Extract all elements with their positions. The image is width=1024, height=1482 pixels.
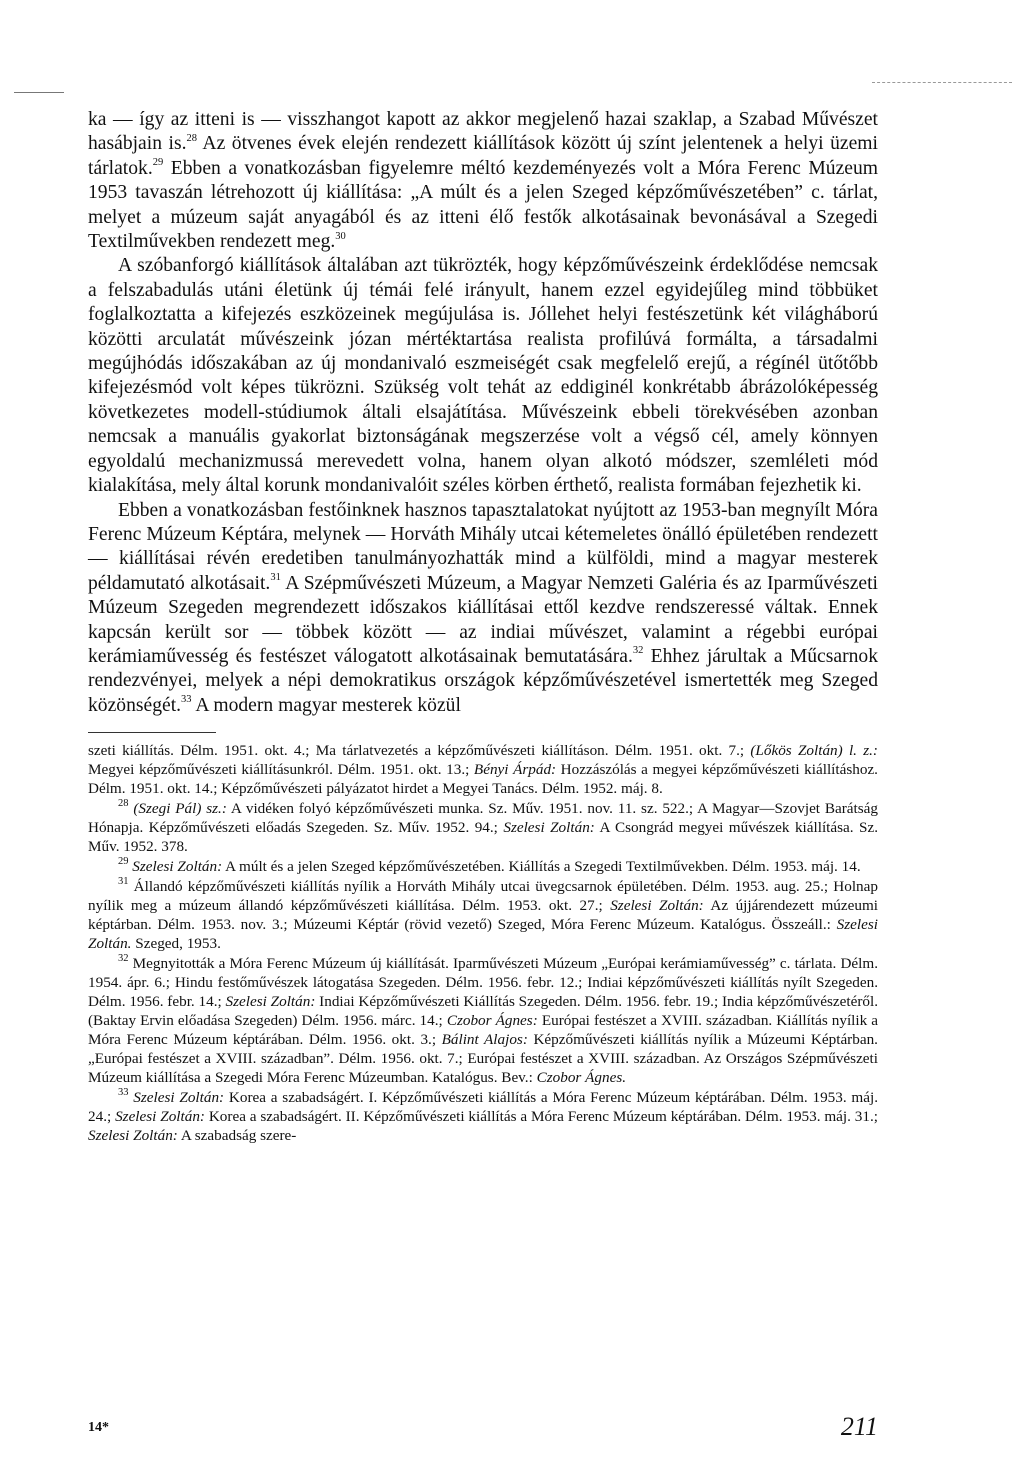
footnote-ref: 32 — [118, 953, 129, 965]
italic-author: Czobor Ágnes. — [536, 1069, 627, 1087]
text-run: Hozzászólás a megyei képzőművészeti kiállításhoz. Délm. 1951. okt. 14.; Képzőművészeti pályázatot hirdet a Megyei Tanács. Délm. 1952. máj. 8. — [88, 761, 878, 798]
text-run: Képzőművészeti kiállítás nyílik a Múzeumi Képtárban. „Európai festészet a XVIII. században”. Délm. 1956. okt. 7.; Európai festészet a XVIII. században. Az Országos Szépművészeti Múzeum kiállítása a Szegedi Móra Ferenc Múzeumban. Katalógus. Bev.: — [88, 1031, 878, 1087]
text-run: Ehhez járultak a Műcsarnok rendezvényei, melyek a népi demokratikus országok képzőművészetével ismertették meg Szeged közönségét. — [88, 645, 878, 716]
italic-author: Czobor Ágnes: — [446, 1012, 538, 1030]
text-run: Állandó képzőművészeti kiállítás nyílik a Horváth Mihály utcai üvegcsarnok épületében. Délm. 1953. aug. 25.; Holnap nyílik meg a múzeum állandó képzőművészeti kiállítása. Délm. 1953. okt. 27.; — [88, 878, 878, 915]
text-run: Korea a szabadságért. I. Képzőművészeti kiállítás a Móra Ferenc Múzeum képtárában. Délm. 1953. máj. 24.; — [88, 1089, 879, 1126]
italic-author: Bényi Árpád: — [473, 761, 557, 779]
footnote — [88, 1088, 878, 1145]
italic-author: Szelesi Zoltán: — [133, 1089, 225, 1107]
footnote-ref: 30 — [335, 230, 346, 242]
italic-author: Szelesi Zoltán: — [610, 897, 704, 915]
text-run: Az ötvenes évek elején rendezett kiállítások között új színt jelentenek a helyi üzemi tárlatok. — [88, 133, 878, 179]
italic-author: Szelesi Zoltán. — [88, 916, 878, 953]
italic-author: Szelesi Zoltán: — [88, 1127, 178, 1145]
text-run: Megyei képzőművészeti kiállításunkról. Délm. 1951. okt. 13.; — [88, 761, 474, 779]
footnote — [88, 877, 878, 953]
header-rule-left — [14, 92, 64, 93]
page-content — [88, 108, 878, 1145]
footnote — [88, 857, 878, 876]
italic-author: (Szegi Pál) sz.: — [133, 800, 227, 818]
italic-author: (Lőkös Zoltán) l. z.: — [750, 742, 878, 760]
text-run: A szóbanforgó kiállítások általában azt tükrözték, hogy képzőművészeink érdeklődése nemcsak a felszabadulás utáni életünk új témái felé irányult, hanem ezzel egyidejűleg mind többüket foglalkoztatta a kifejezés eszközeinek megújulása is. Jóllehet helyi festészetünk két világháború közötti arculatát művészeink józan mértéktartása realista profilúvá formálta, a társadalmi megújhódás időszakában az új mondanivaló eszmeiségét csak megfelelő erejű, a régínél ütőtőbb kifejezésmód volt képes tükrözni. Szükség volt tehát az eddiginél konkrétabb ábrázolóképesség következetes modell-stúdiumok általi elsajátítása. Művészeink ebbeli törekvésében azonban nemcsak a manuális gyakorlat biztonságának megszerzése volt a végső cél, amely könnyen egyoldalú mechanizmussá merevedett volna, hanem olyan alkotó módszer, szemléleti mód kialakítása, mely által korunk mondanivalóit széles körben érthető, realista formában fejezhetik ki. — [88, 255, 878, 497]
text-run: Szeged, 1953. — [131, 935, 221, 953]
text-run: Indiai Képzőművészeti Kiállítás Szegeden. Délm. 1956. febr. 19.; India képzőművészetéről. (Baktay Ervin előadása Szegeden) Délm. 1956. márc. 14.; — [88, 993, 878, 1030]
body-paragraph — [88, 108, 878, 254]
footnote-ref: 28 — [186, 132, 197, 144]
body-paragraph — [88, 499, 878, 719]
text-run: Az újjárendezett múzeumi képtárban. Délm. 1953. nov. 3.; Múzeumi Képtár (rövid vezető) Szeged, Móra Ferenc Múzeum. Katalógus. Összeáll.: — [88, 897, 879, 934]
italic-author: Szelesi Zoltán: — [503, 819, 595, 837]
page-number: 211 — [840, 1412, 878, 1441]
footnote-ref: 29 — [118, 856, 129, 868]
italic-author: Szelesi Zoltán: — [225, 993, 316, 1011]
footnote-separator — [88, 732, 216, 733]
footnote-ref: 32 — [632, 645, 644, 657]
footnote-ref: 28 — [118, 798, 129, 810]
italic-author: Szelesi Zoltán: — [115, 1108, 205, 1126]
footnotes — [88, 741, 878, 1145]
footnote-ref: 31 — [270, 572, 281, 584]
text-run: Európai festészet a XVIII. században. Kiállítás nyílik a Móra Ferenc Múzeum képtárában. Délm. 1956. okt. 3.; — [88, 1012, 879, 1049]
text-run: A szabadság szere- — [177, 1127, 297, 1145]
text-run: A múlt és a jelen Szeged képzőművészetében. Kiállítás a Szegedi Textilművekben. Délm. 1953. máj. 14. — [222, 858, 861, 876]
footnote — [88, 799, 878, 856]
text-run: szeti kiállítás. Délm. 1951. okt. 4.; Ma tárlatvezetés a képzőművészeti kiállításon. Délm. 1951. okt. 7.; — [88, 742, 751, 760]
signature-mark: 14* — [88, 1420, 109, 1435]
main-text — [88, 108, 878, 718]
footnote-ref: 33 — [118, 1087, 129, 1099]
text-run: ka — így az itteni is — visszhangot kapott az akkor megjelenő hazai szaklap, a Szabad Művészet hasábjain is. — [88, 109, 878, 155]
header-rule-right — [872, 82, 1012, 83]
footnote-continuation — [88, 741, 878, 798]
footnote-ref: 29 — [152, 157, 164, 169]
page-footer — [88, 1412, 878, 1452]
text-run: Megnyitották a Móra Ferenc Múzeum új kiállítását. Iparművészeti Múzeum „Európai kerámiaművesség” c. tárlata. Délm. 1954. ápr. 6.; Hindu festőművészek látogatása Szegeden. Délm. 1956. febr. 12.; Indiai képzőművészeti kiállítás nyílt Szegeden. Délm. 1956. febr. 14.; — [88, 955, 878, 1011]
italic-author: Bálint Alajos: — [441, 1031, 528, 1049]
text-run: A modern magyar mesterek közül — [191, 694, 461, 716]
text-run: Ebben a vonatkozásban festőinknek hasznos tapasztalatokat nyújtott az 1953-ban megnyílt Móra Ferenc Múzeum Képtára, melynek — Horváth Mihály utcai kétemeletes önálló épületében rendezett — kiállításai révén eredetiben tanulmányozhatták mind a külföldi, mind a magyar mesterek példamutató alkotásait. — [88, 499, 878, 594]
footnote-ref: 33 — [181, 694, 192, 706]
text-run: A Csongrád megyei művészek kiállítása. Sz. Műv. 1952. 378. — [88, 819, 878, 856]
footnote — [88, 954, 878, 1087]
text-run: A Szépművészeti Múzeum, a Magyar Nemzeti Galéria és az Iparművészeti Múzeum Szegeden megrendezett időszakos kiállításai ettől kezdve rendszeressé váltak. Ennek kapcsán került sor — többek között — az indiai művészet, valamint a régebbi európai kerámiaművesség és festészet válogatott alkotásainak bemutatására. — [88, 572, 878, 667]
italic-author: Szelesi Zoltán: — [132, 858, 223, 876]
text-run: Ebben a vonatkozásban figyelemre méltó kezdeményezés volt a Móra Ferenc Múzeum 1953 tavaszán létrehozott új kiállítása: „A múlt és a jelen Szeged képzőművészetében” c. tárlat, melyet a múzeum saját anyagából és az itteni élő festők alkotásainak bevonásával a Szegedi Textilművekben rendezett meg. — [88, 157, 878, 253]
text-run: A vidéken folyó képzőművészeti munka. Sz. Műv. 1951. nov. 11. sz. 522.; A Magyar—Szovjet Barátság Hónapja. Képzőművészeti előadás Szegeden. Sz. Műv. 1952. 94.; — [88, 800, 878, 837]
body-paragraph — [88, 254, 878, 498]
text-run: Korea a szabadságért. II. Képzőművészeti kiállítás a Móra Ferenc Múzeum képtárában. Délm. 1953. máj. 31.; — [204, 1108, 878, 1126]
footnote-ref: 31 — [118, 876, 129, 888]
